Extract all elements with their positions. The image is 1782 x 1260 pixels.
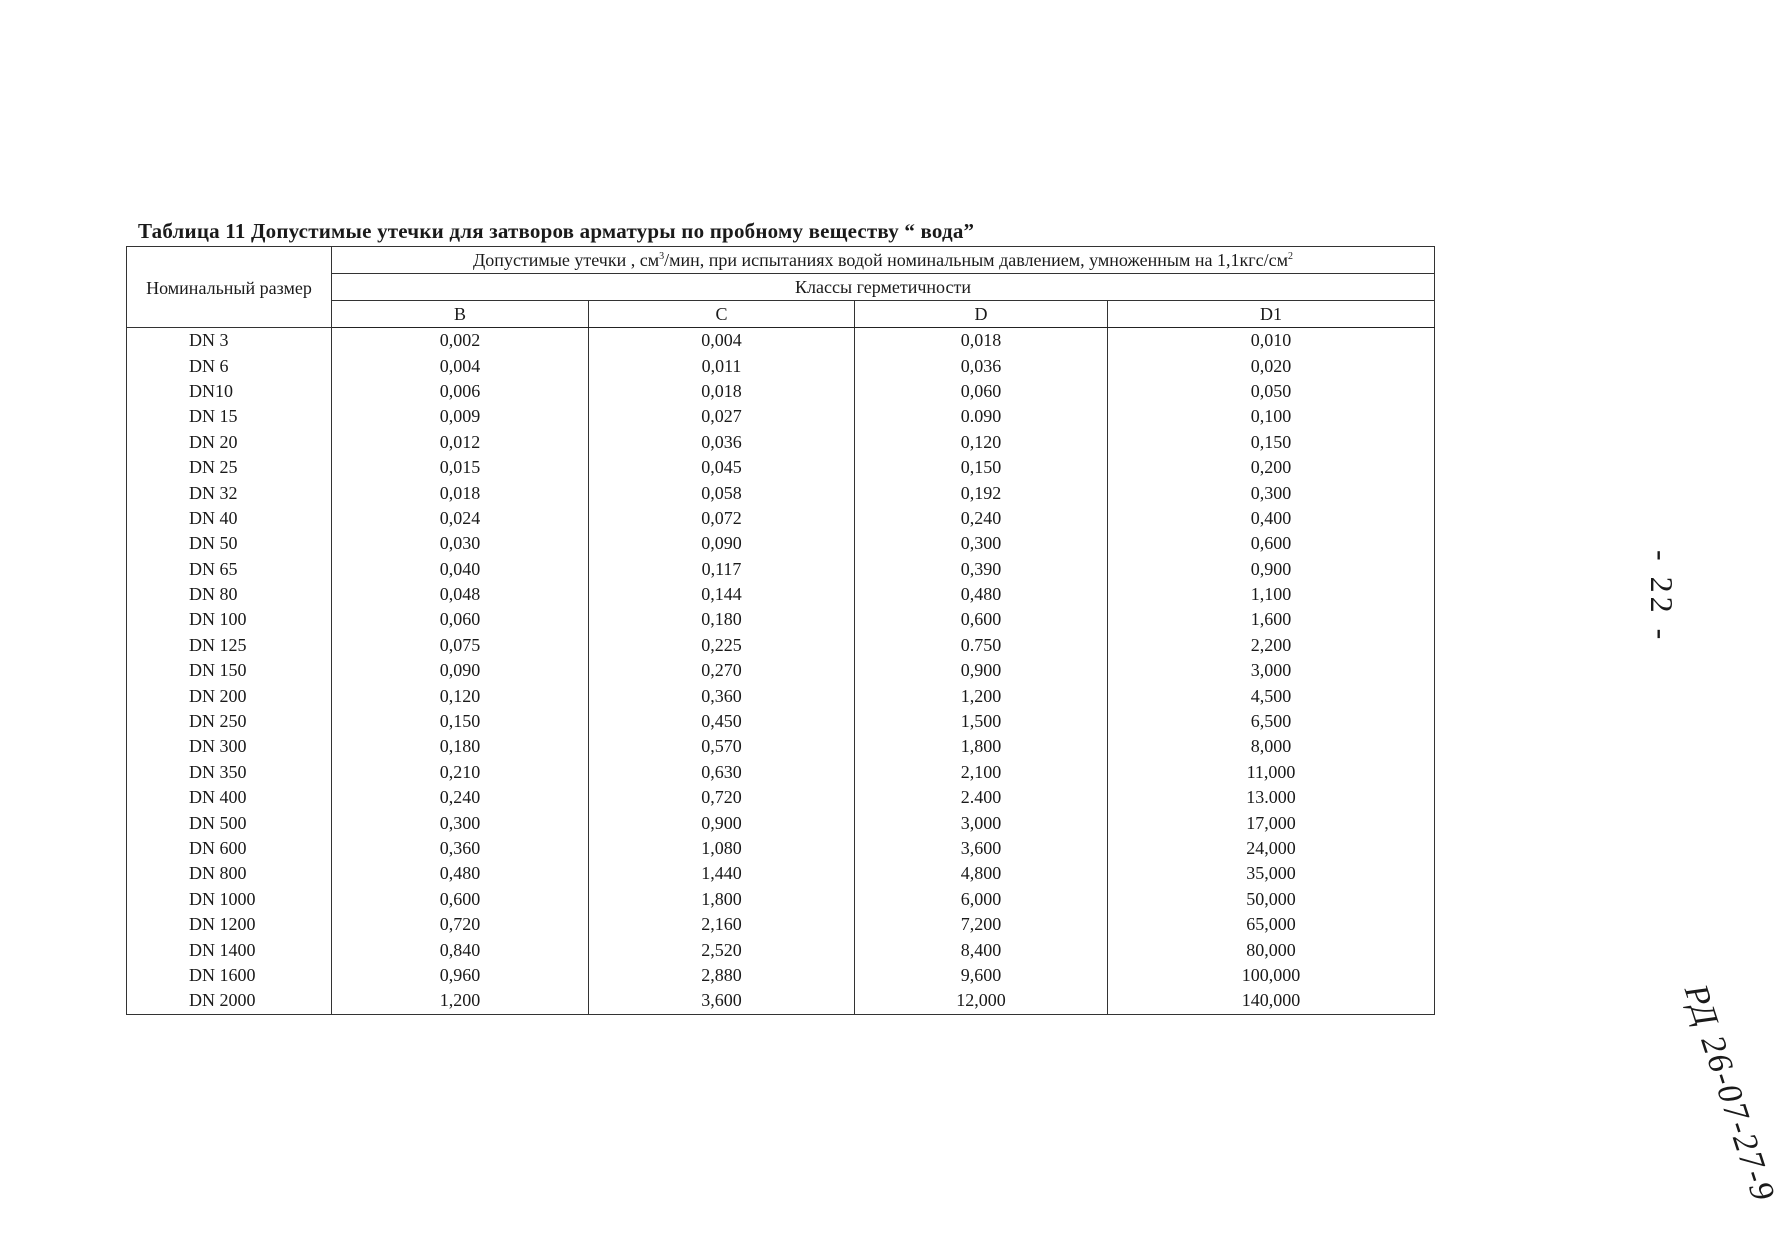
cell-class-b: 0,012 (332, 430, 589, 455)
table-row (127, 480, 1435, 505)
cell-class-c: 0,270 (589, 658, 855, 683)
cell-nominal-size: DN 1400 (127, 937, 332, 962)
cell-class-d1: 13.000 (1108, 785, 1435, 810)
cell-class-d1: 100,000 (1108, 963, 1435, 988)
cell-class-c: 0,450 (589, 709, 855, 734)
table-row (127, 912, 1435, 937)
leak-title-header (332, 247, 1435, 274)
cell-nominal-size: DN 100 (127, 607, 332, 632)
cell-nominal-size: DN 200 (127, 683, 332, 708)
cell-class-d1: 4,500 (1108, 683, 1435, 708)
cell-class-d: 4,800 (855, 861, 1108, 886)
table-row (127, 785, 1435, 810)
cell-class-b: 0,180 (332, 734, 589, 759)
table-row (127, 455, 1435, 480)
cell-class-d1: 65,000 (1108, 912, 1435, 937)
cell-class-c: 0,570 (589, 734, 855, 759)
column-header-b: B (332, 301, 589, 328)
cell-class-b: 0,090 (332, 658, 589, 683)
cell-class-d: 0,018 (855, 328, 1108, 354)
cell-nominal-size: DN 800 (127, 861, 332, 886)
cell-class-b: 0,002 (332, 328, 589, 354)
cell-class-d1: 1,600 (1108, 607, 1435, 632)
cell-class-d1: 140,000 (1108, 988, 1435, 1014)
table-row (127, 709, 1435, 734)
cell-class-d: 0,600 (855, 607, 1108, 632)
cell-class-d: 12,000 (855, 988, 1108, 1014)
cell-class-b: 0,210 (332, 760, 589, 785)
cell-class-d1: 6,500 (1108, 709, 1435, 734)
cell-class-b: 0,480 (332, 861, 589, 886)
cell-class-c: 0,360 (589, 683, 855, 708)
cell-class-b: 0,600 (332, 887, 589, 912)
cell-class-c: 0,720 (589, 785, 855, 810)
cell-nominal-size: DN 1000 (127, 887, 332, 912)
cell-class-c: 0,011 (589, 353, 855, 378)
cell-class-d: 2.400 (855, 785, 1108, 810)
table-row (127, 328, 1435, 354)
cell-class-d1: 0,150 (1108, 430, 1435, 455)
table-body (127, 328, 1435, 1015)
cell-class-b: 0,030 (332, 531, 589, 556)
cell-nominal-size: DN 125 (127, 633, 332, 658)
cell-nominal-size: DN 40 (127, 506, 332, 531)
cell-class-b: 0,006 (332, 379, 589, 404)
cell-class-d: 3,000 (855, 810, 1108, 835)
leak-title-main: Допустимые утечки , см (473, 250, 660, 270)
column-header-d1: D1 (1108, 301, 1435, 328)
leakage-table (126, 246, 1435, 1015)
cell-class-d1: 50,000 (1108, 887, 1435, 912)
cell-nominal-size: DN 6 (127, 353, 332, 378)
column-header-d: D (855, 301, 1108, 328)
cell-class-d1: 1,100 (1108, 582, 1435, 607)
cell-class-c: 0,045 (589, 455, 855, 480)
cell-class-c: 1,440 (589, 861, 855, 886)
cell-nominal-size: DN10 (127, 379, 332, 404)
cell-class-d1: 0,050 (1108, 379, 1435, 404)
cell-nominal-size: DN 20 (127, 430, 332, 455)
cell-class-d1: 0,100 (1108, 404, 1435, 429)
cell-nominal-size: DN 15 (127, 404, 332, 429)
cell-class-b: 0,075 (332, 633, 589, 658)
cell-class-c: 0,072 (589, 506, 855, 531)
cell-nominal-size: DN 2000 (127, 988, 332, 1014)
classes-title-header (332, 274, 1435, 301)
cell-class-c: 2,880 (589, 963, 855, 988)
table-caption: Таблица 11 Допустимые утечки для затворов арматуры по пробному веществу “ вода” (138, 219, 975, 243)
table-row (127, 430, 1435, 455)
table-row (127, 582, 1435, 607)
cell-class-d1: 35,000 (1108, 861, 1435, 886)
cell-class-b: 0,060 (332, 607, 589, 632)
cell-nominal-size: DN 80 (127, 582, 332, 607)
cell-nominal-size: DN 600 (127, 836, 332, 861)
table-row (127, 633, 1435, 658)
table-row (127, 607, 1435, 632)
cell-class-d: 0,300 (855, 531, 1108, 556)
cell-class-d: 0,390 (855, 557, 1108, 582)
table-row (127, 963, 1435, 988)
table-row (127, 887, 1435, 912)
cell-class-d: 0,036 (855, 353, 1108, 378)
cell-class-b: 0,048 (332, 582, 589, 607)
cell-class-c: 1,080 (589, 836, 855, 861)
cell-class-d1: 8,000 (1108, 734, 1435, 759)
cell-class-d: 1,200 (855, 683, 1108, 708)
table-row (127, 734, 1435, 759)
cell-class-c: 0,090 (589, 531, 855, 556)
cell-class-d: 3,600 (855, 836, 1108, 861)
table-row (127, 506, 1435, 531)
document-number: РД 26-07-27-9 (1676, 980, 1782, 1207)
cell-class-d1: 24,000 (1108, 836, 1435, 861)
cell-class-d1: 80,000 (1108, 937, 1435, 962)
table-row (127, 861, 1435, 886)
cell-class-c: 2,520 (589, 937, 855, 962)
cell-nominal-size: DN 500 (127, 810, 332, 835)
cell-class-c: 0,225 (589, 633, 855, 658)
cell-class-d1: 3,000 (1108, 658, 1435, 683)
cell-nominal-size: DN 65 (127, 557, 332, 582)
cell-class-b: 0,360 (332, 836, 589, 861)
cell-nominal-size: DN 32 (127, 480, 332, 505)
page-number: - 22 - (1644, 550, 1680, 644)
cell-class-c: 0,630 (589, 760, 855, 785)
cell-class-d1: 0,900 (1108, 557, 1435, 582)
cell-class-b: 0,018 (332, 480, 589, 505)
cell-class-d1: 11,000 (1108, 760, 1435, 785)
column-header-c: C (589, 301, 855, 328)
cell-class-b: 0,150 (332, 709, 589, 734)
cell-class-d: 0.090 (855, 404, 1108, 429)
cell-nominal-size: DN 150 (127, 658, 332, 683)
table-row (127, 937, 1435, 962)
cell-nominal-size: DN 350 (127, 760, 332, 785)
cell-class-d: 0,900 (855, 658, 1108, 683)
table-row (127, 379, 1435, 404)
cell-nominal-size: DN 300 (127, 734, 332, 759)
cell-class-c: 0,004 (589, 328, 855, 354)
cell-class-d: 0,192 (855, 480, 1108, 505)
cell-class-b: 0,720 (332, 912, 589, 937)
table-row (127, 760, 1435, 785)
cell-class-d1: 0,400 (1108, 506, 1435, 531)
cell-nominal-size: DN 3 (127, 328, 332, 354)
cell-class-b: 0,240 (332, 785, 589, 810)
cell-class-b: 0,009 (332, 404, 589, 429)
table-row (127, 683, 1435, 708)
cell-class-d1: 0,600 (1108, 531, 1435, 556)
table-row (127, 404, 1435, 429)
cell-class-d: 0.750 (855, 633, 1108, 658)
cell-class-c: 2,160 (589, 912, 855, 937)
nominal-size-label: Номинальный размер (146, 277, 312, 298)
cell-class-d: 2,100 (855, 760, 1108, 785)
cell-nominal-size: DN 400 (127, 785, 332, 810)
cell-class-c: 1,800 (589, 887, 855, 912)
table-row (127, 531, 1435, 556)
cell-class-c: 0,900 (589, 810, 855, 835)
table-row (127, 810, 1435, 835)
cell-class-d1: 0,200 (1108, 455, 1435, 480)
cell-class-b: 0,960 (332, 963, 589, 988)
cell-class-b: 0,004 (332, 353, 589, 378)
cell-class-b: 0,120 (332, 683, 589, 708)
cell-class-b: 0,840 (332, 937, 589, 962)
cell-class-d: 1,500 (855, 709, 1108, 734)
table-row (127, 353, 1435, 378)
leak-title-sup: 3 (659, 251, 665, 262)
cell-class-d: 0,120 (855, 430, 1108, 455)
cell-class-c: 0,117 (589, 557, 855, 582)
cell-class-b: 0,300 (332, 810, 589, 835)
cell-class-d: 7,200 (855, 912, 1108, 937)
cell-class-b: 0,024 (332, 506, 589, 531)
cell-class-d1: 2,200 (1108, 633, 1435, 658)
cell-class-d: 1,800 (855, 734, 1108, 759)
cell-class-d: 0,480 (855, 582, 1108, 607)
cell-class-c: 0,027 (589, 404, 855, 429)
classes-title-label: Классы герметичности (795, 277, 971, 297)
cell-class-d: 6,000 (855, 887, 1108, 912)
cell-class-d1: 0,300 (1108, 480, 1435, 505)
cell-class-c: 0,018 (589, 379, 855, 404)
cell-nominal-size: DN 25 (127, 455, 332, 480)
cell-class-d: 9,600 (855, 963, 1108, 988)
cell-nominal-size: DN 50 (127, 531, 332, 556)
leak-title-rest: /мин, при испытаниях водой номинальным давлением, умноженным на 1,1кгс/см (664, 250, 1288, 270)
cell-class-c: 0,144 (589, 582, 855, 607)
cell-class-d: 0,060 (855, 379, 1108, 404)
cell-class-c: 0,180 (589, 607, 855, 632)
cell-nominal-size: DN 1600 (127, 963, 332, 988)
table-row (127, 988, 1435, 1014)
table-row (127, 557, 1435, 582)
table-row (127, 658, 1435, 683)
cell-class-c: 0,036 (589, 430, 855, 455)
cell-class-d1: 0,010 (1108, 328, 1435, 354)
cell-class-d: 0,150 (855, 455, 1108, 480)
cell-nominal-size: DN 1200 (127, 912, 332, 937)
cell-class-d: 8,400 (855, 937, 1108, 962)
cell-class-b: 0,040 (332, 557, 589, 582)
cell-class-d1: 0,020 (1108, 353, 1435, 378)
nominal-size-header (127, 247, 332, 328)
cell-class-c: 0,058 (589, 480, 855, 505)
cell-class-d1: 17,000 (1108, 810, 1435, 835)
cell-class-b: 0,015 (332, 455, 589, 480)
leak-title-sup2: 2 (1288, 251, 1293, 262)
cell-class-c: 3,600 (589, 988, 855, 1014)
cell-nominal-size: DN 250 (127, 709, 332, 734)
cell-class-d: 0,240 (855, 506, 1108, 531)
table-row (127, 836, 1435, 861)
cell-class-b: 1,200 (332, 988, 589, 1014)
